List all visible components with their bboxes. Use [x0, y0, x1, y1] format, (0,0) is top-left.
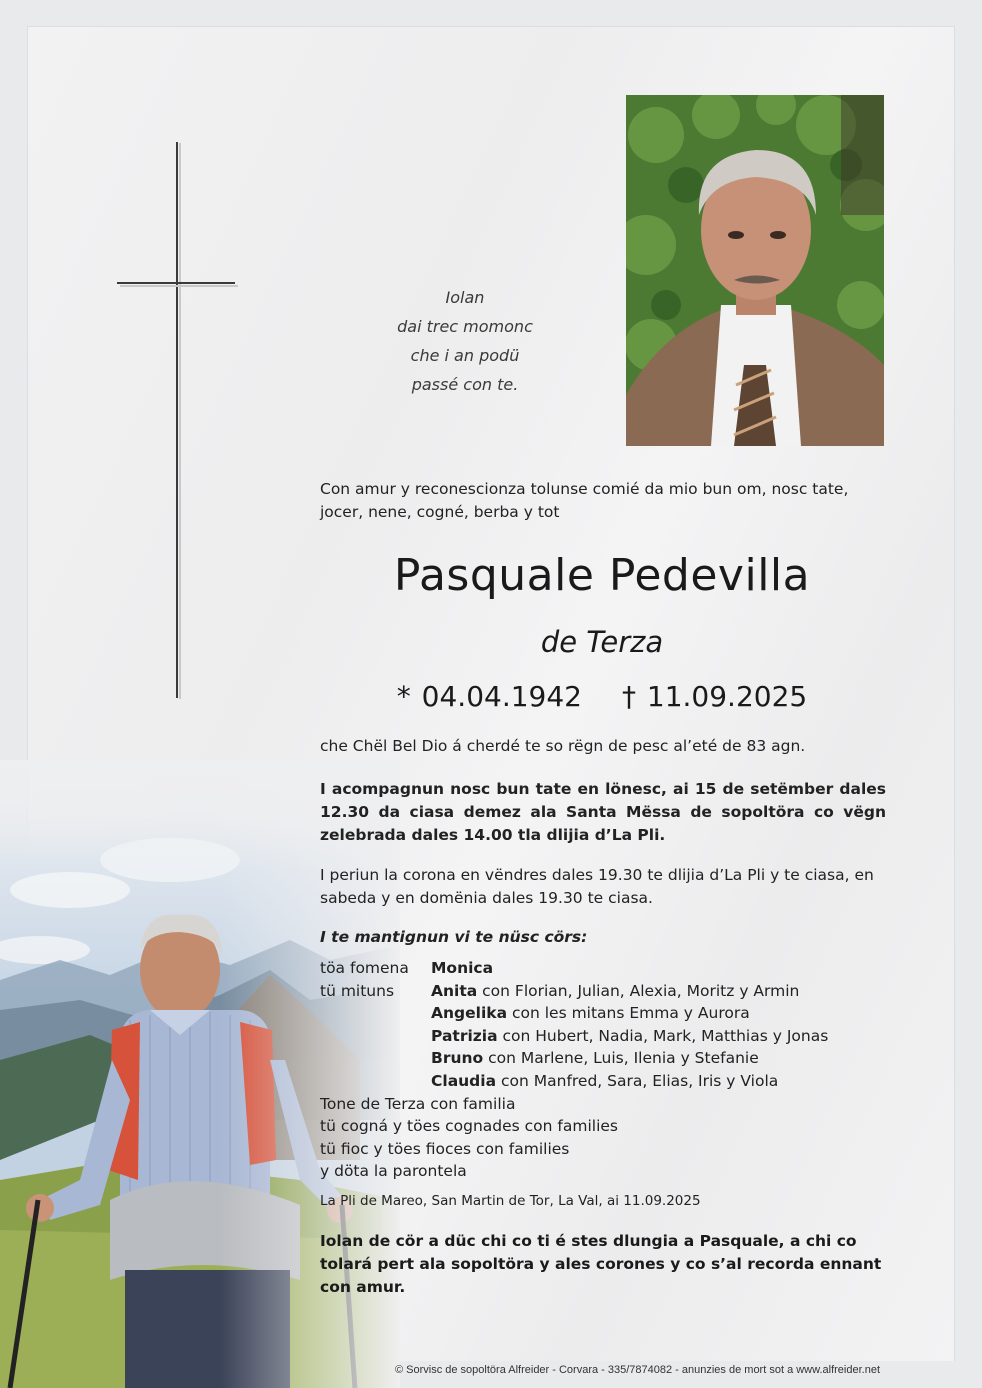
birth-date: * 04.04.1942 — [396, 680, 582, 713]
deceased-nickname: de Terza — [540, 625, 664, 659]
footer-credit: © Sorvisc de sopoltöra Alfreider - Corvara - 335/7874082 - anunzies de mort sot a www.alfreider.net — [394, 1364, 880, 1376]
poem-line: che i an podü — [410, 346, 520, 365]
mourners-list — [320, 957, 890, 1183]
list-item — [320, 1002, 890, 1025]
mourner-name: Patrizia — [431, 1026, 498, 1045]
list-item — [320, 1025, 890, 1048]
deceased-name: Pasquale Pedevilla — [393, 550, 811, 601]
portrait-photo — [626, 95, 884, 446]
poem — [360, 283, 570, 399]
mourner-family: con les mitans Emma y Aurora — [507, 1004, 750, 1023]
cross-icon — [176, 142, 178, 698]
relative-line: Tone de Terza con familia — [320, 1094, 516, 1113]
mourner-family: con Hubert, Nadia, Mark, Matthias y Jonas — [497, 1026, 829, 1045]
mourner-family: con Florian, Julian, Alexia, Moritz y Armin — [477, 981, 800, 1000]
death-date: † 11.09.2025 — [622, 680, 808, 713]
mourners-title: I te mantignun vi te nüsc cörs: — [320, 928, 588, 946]
poem-line: passé con te. — [411, 375, 519, 394]
place-date: La Pli de Mareo, San Martin de Tor, La Val, ai 11.09.2025 — [320, 1193, 701, 1209]
list-item — [320, 980, 890, 1003]
relation-label: töa fomena — [320, 959, 409, 977]
relative-line: tü cogná y töes cognades con families — [320, 1117, 619, 1136]
mourner-name: Angelika — [431, 1004, 508, 1023]
intro-text: Con amur y reconescionza tolunse comié da mio bun om, nosc tate, jocer, nene, cogné, berba y tot — [320, 480, 849, 521]
mourner-family: con Marlene, Luis, Ilenia y Stefanie — [483, 1049, 759, 1068]
relative-line: tü fioc y töes fioces con families — [320, 1139, 570, 1158]
list-item — [320, 957, 890, 980]
relation-label: tü mituns — [320, 981, 395, 1000]
poem-line: Iolan — [445, 288, 485, 307]
relative-line: y döta la parontela — [320, 1162, 467, 1181]
rosary-info: I periun la corona en vëndres dales 19.30 te dlijia d’La Pli y te ciasa, en sabeda y en domënia dales 19.30 te ciasa. — [320, 866, 874, 907]
funeral-info: I acompagnun nosc bun tate en lönesc, ai 15 de setëmber dales 12.30 da ciasa demez ala Santa Mëssa de sopoltöra co vëgn zelebrada dales 14.00 tla dlijia d’La Pli. — [320, 780, 886, 844]
life-dates — [300, 677, 904, 717]
poem-line: dai trec momonc — [397, 317, 533, 336]
cross-icon-bar — [117, 282, 235, 284]
death-notice: che Chël Bel Dio á cherdé te so rëgn de pesc al’eté de 83 agn. — [320, 737, 806, 755]
mourner-name: Monica — [431, 959, 494, 977]
mourner-name: Bruno — [431, 1049, 484, 1068]
mourner-name: Anita — [431, 981, 478, 1000]
list-item — [320, 1070, 890, 1093]
mourner-name: Claudia — [431, 1071, 497, 1090]
closing-thanks: Iolan de cör a düc chi co ti é stes dlungia a Pasquale, a chi co tolará pert ala sopoltöra y ales corones y co s’al recorda ennant con amur. — [320, 1232, 882, 1296]
mourner-family: con Manfred, Sara, Elias, Iris y Viola — [496, 1071, 779, 1090]
list-item — [320, 1047, 890, 1070]
